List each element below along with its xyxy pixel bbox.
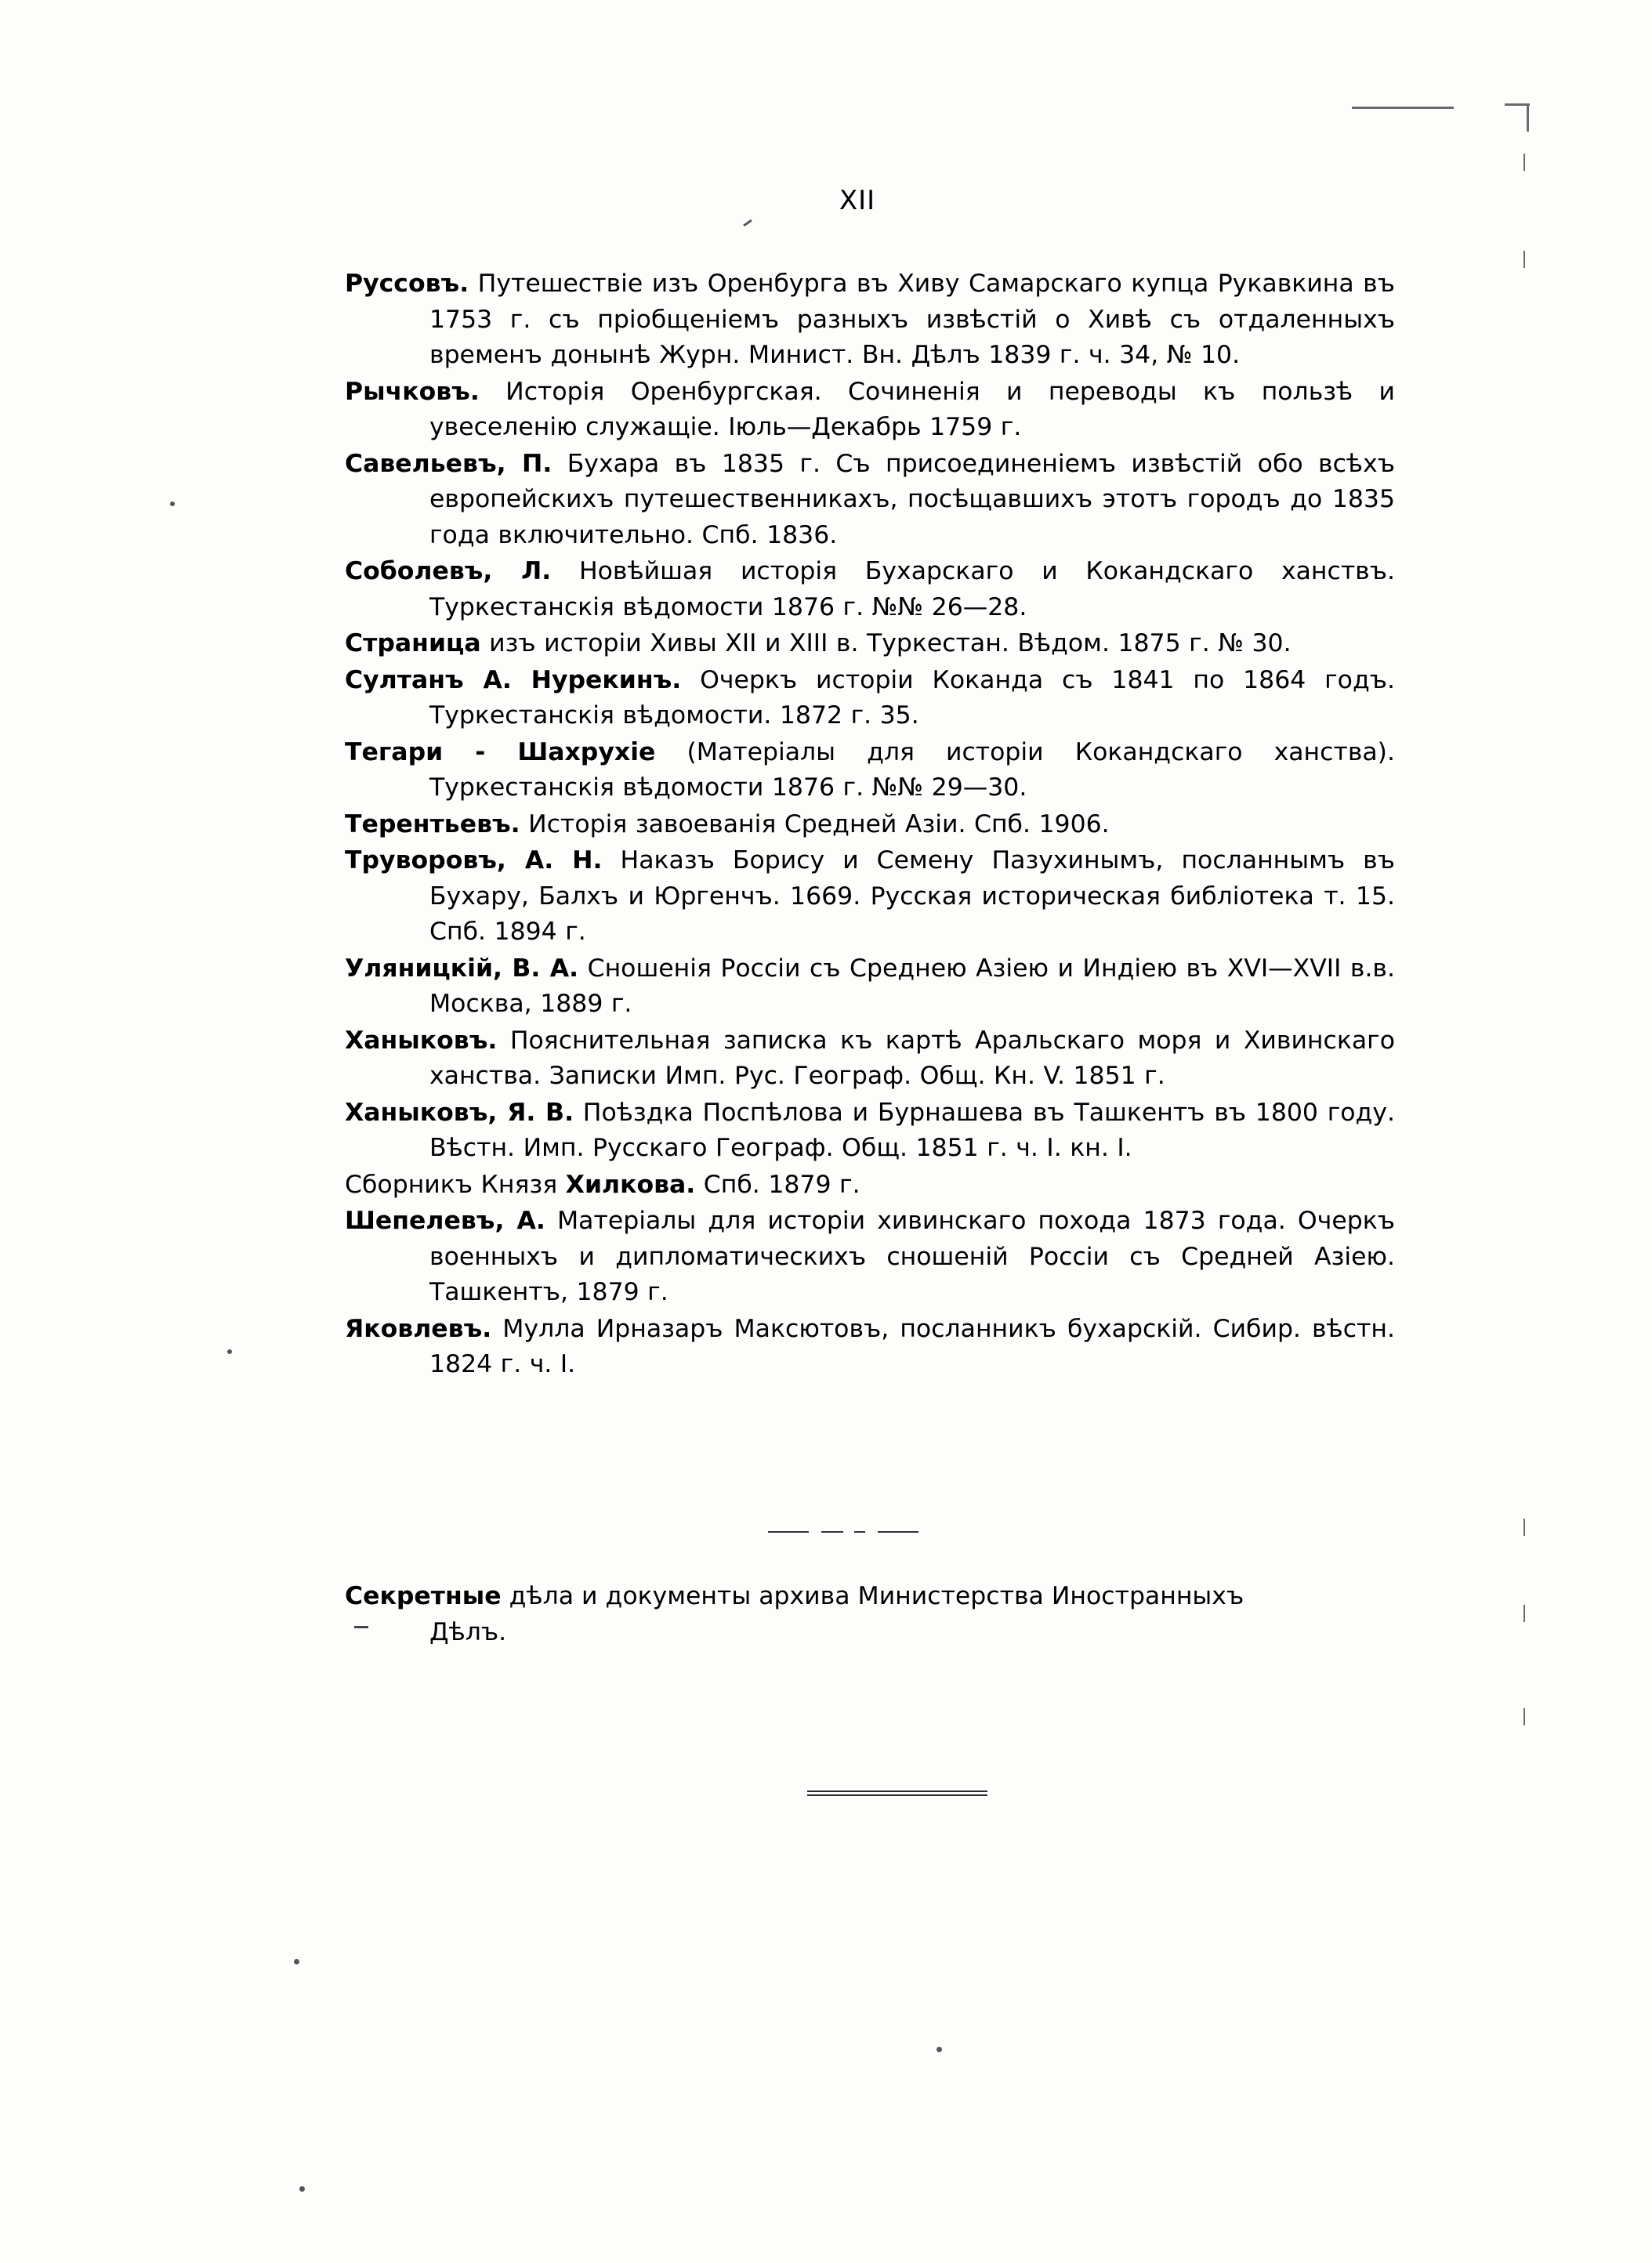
entry-text: Путешествіе изъ Оренбурга въ Хиву Самарскаго купца Рукавкина въ 1753 г. съ пріобщеніемъ разныхъ извѣстій о Хивѣ съ отдаленныхъ временъ донынѣ Журн. Минист. Вн. Дѣлъ 1839 г. ч. 34, № 10. (429, 270, 1395, 369)
scan-tick-right-4 (1523, 1605, 1525, 1622)
entry-text: Сборникъ Князя (345, 1170, 566, 1199)
entry-author: Ханыковъ. (345, 1026, 498, 1055)
bibliography-list (345, 266, 1395, 1384)
bibliography-entry (345, 375, 1395, 446)
bibliography-entry (345, 447, 1395, 554)
bibliography-entry (345, 807, 1395, 843)
entry-author: Тегари - Шахрухіе (345, 737, 656, 766)
scan-speck-2 (227, 1349, 232, 1354)
entry-author: Страница (345, 629, 481, 657)
entry-author: Савельевъ, П. (345, 449, 552, 478)
scan-speck-6 (743, 219, 752, 226)
scan-mark-corner (1527, 103, 1529, 132)
bibliography-entry (345, 626, 1395, 662)
scan-speck-3 (294, 1959, 299, 1964)
entry-text-tail: Спб. 1879 г. (695, 1170, 860, 1199)
entry-text: Матеріалы для исторіи хивинскаго похода 1873 года. Очеркъ военныхъ и дипломатическихъ сношеній Россіи съ Средней Азіею. Ташкентъ, 1879 г. (429, 1207, 1395, 1306)
entry-text: Поѣздка Поспѣлова и Бурнашева въ Ташкентъ въ 1800 году. Вѣстн. Имп. Русскаго Географ. Общ. 1851 г. ч. I. кн. I. (429, 1098, 1395, 1162)
bibliography-entry (345, 1168, 1395, 1204)
bibliography-entry (345, 951, 1395, 1023)
footer-note-text: дѣла и документы архива Министерства Иностранныхъ (501, 1582, 1244, 1610)
entry-author: Уляницкій, В. А. (345, 954, 579, 983)
bibliography-entry (345, 1204, 1395, 1311)
entry-author: Шепелевъ, А. (345, 1207, 545, 1235)
entry-text: Новѣйшая исторія Бухарскаго и Кокандскаго ханствъ. Туркестанскія вѣдомости 1876 г. №№ 26—28. (429, 557, 1396, 621)
bibliography-entry (345, 1023, 1395, 1095)
entry-text: Бухара въ 1835 г. Съ присоединеніемъ извѣстій обо всѣхъ европейскихъ путешественникахъ, посѣщавшихъ этотъ городъ до 1835 года включительно. Спб. 1836. (429, 449, 1395, 549)
entry-author: Руссовъ. (345, 270, 469, 298)
entry-author: Султанъ А. Нурекинъ. (345, 665, 682, 694)
scan-mark-corner-top (1505, 103, 1530, 106)
entry-text: Наказъ Борису и Семену Пазухинымъ, посланнымъ въ Бухару, Балхъ и Юргенчъ. 1669. Русская историческая библіотека т. 15. Спб. 1894 г. (429, 846, 1395, 946)
entry-author: Хилкова. (565, 1170, 696, 1199)
scan-speck-1 (170, 501, 175, 506)
entry-text: Мулла Ирназаръ Максютовъ, посланникъ бухарскій. Сибир. вѣстн. 1824 г. ч. I. (429, 1314, 1395, 1378)
bibliography-entry (345, 1312, 1395, 1383)
entry-author: Соболевъ, Л. (345, 557, 552, 585)
scan-tick-right-5 (1523, 1708, 1525, 1725)
scan-tick-right-3 (1523, 1519, 1525, 1536)
entry-author: Яковлевъ. (345, 1314, 492, 1343)
bibliography-entry (345, 663, 1395, 734)
entry-author: Ханыковъ, Я. В. (345, 1098, 574, 1127)
entry-text: Исторія Оренбургская. Сочиненія и переводы къ пользѣ и увеселенію служащіе. Іюль—Декабрь 1759 г. (429, 377, 1395, 441)
footer-note-lead: Секретные (345, 1582, 502, 1610)
entry-author: Труворовъ, А. Н. (345, 846, 603, 874)
bibliography-entry (345, 1095, 1395, 1167)
entry-text: Исторія завоеванія Средней Азіи. Спб. 1906. (520, 809, 1110, 838)
scan-speck-5 (299, 2186, 305, 2192)
entry-text: изъ исторіи Хивы XII и XIII в. Туркестан. Вѣдом. 1875 г. № 30. (480, 629, 1292, 657)
entry-text: Пояснительная записка къ картѣ Аральскаго моря и Хивинскаго ханства. Записки Имп. Рус. Географ. Общ. Кн. V. 1851 г. (429, 1026, 1395, 1090)
bottom-rule (807, 1790, 987, 1797)
bibliography-entry (345, 843, 1395, 950)
bibliography-entry (345, 735, 1395, 806)
page-number: XII (839, 185, 876, 216)
scan-tick-footer (354, 1626, 368, 1628)
scan-mark-top-right (1352, 107, 1454, 109)
entry-author: Рычковъ. (345, 377, 480, 406)
footer-note (345, 1579, 1403, 1650)
bibliography-entry (345, 266, 1395, 374)
entry-text: Сношенія Россіи съ Среднею Азіею и Индіею въ XVI—XVII в.в. Москва, 1889 г. (429, 954, 1395, 1018)
entry-text: Очеркъ исторіи Коканда съ 1841 по 1864 годъ. Туркестанскія вѣдомости. 1872 г. 35. (429, 665, 1395, 730)
entry-text: (Матеріалы для исторіи Кокандскаго ханства). Туркестанскія вѣдомости 1876 г. №№ 29—30. (429, 737, 1395, 802)
scan-tick-right-1 (1523, 154, 1525, 171)
entry-author: Терентьевъ. (345, 809, 520, 838)
scan-tick-right-2 (1523, 251, 1525, 268)
section-separator (768, 1524, 956, 1540)
bibliography-entry (345, 554, 1395, 625)
footer-note-second-line: Дѣлъ. (429, 1617, 507, 1646)
scan-speck-4 (936, 2047, 942, 2052)
